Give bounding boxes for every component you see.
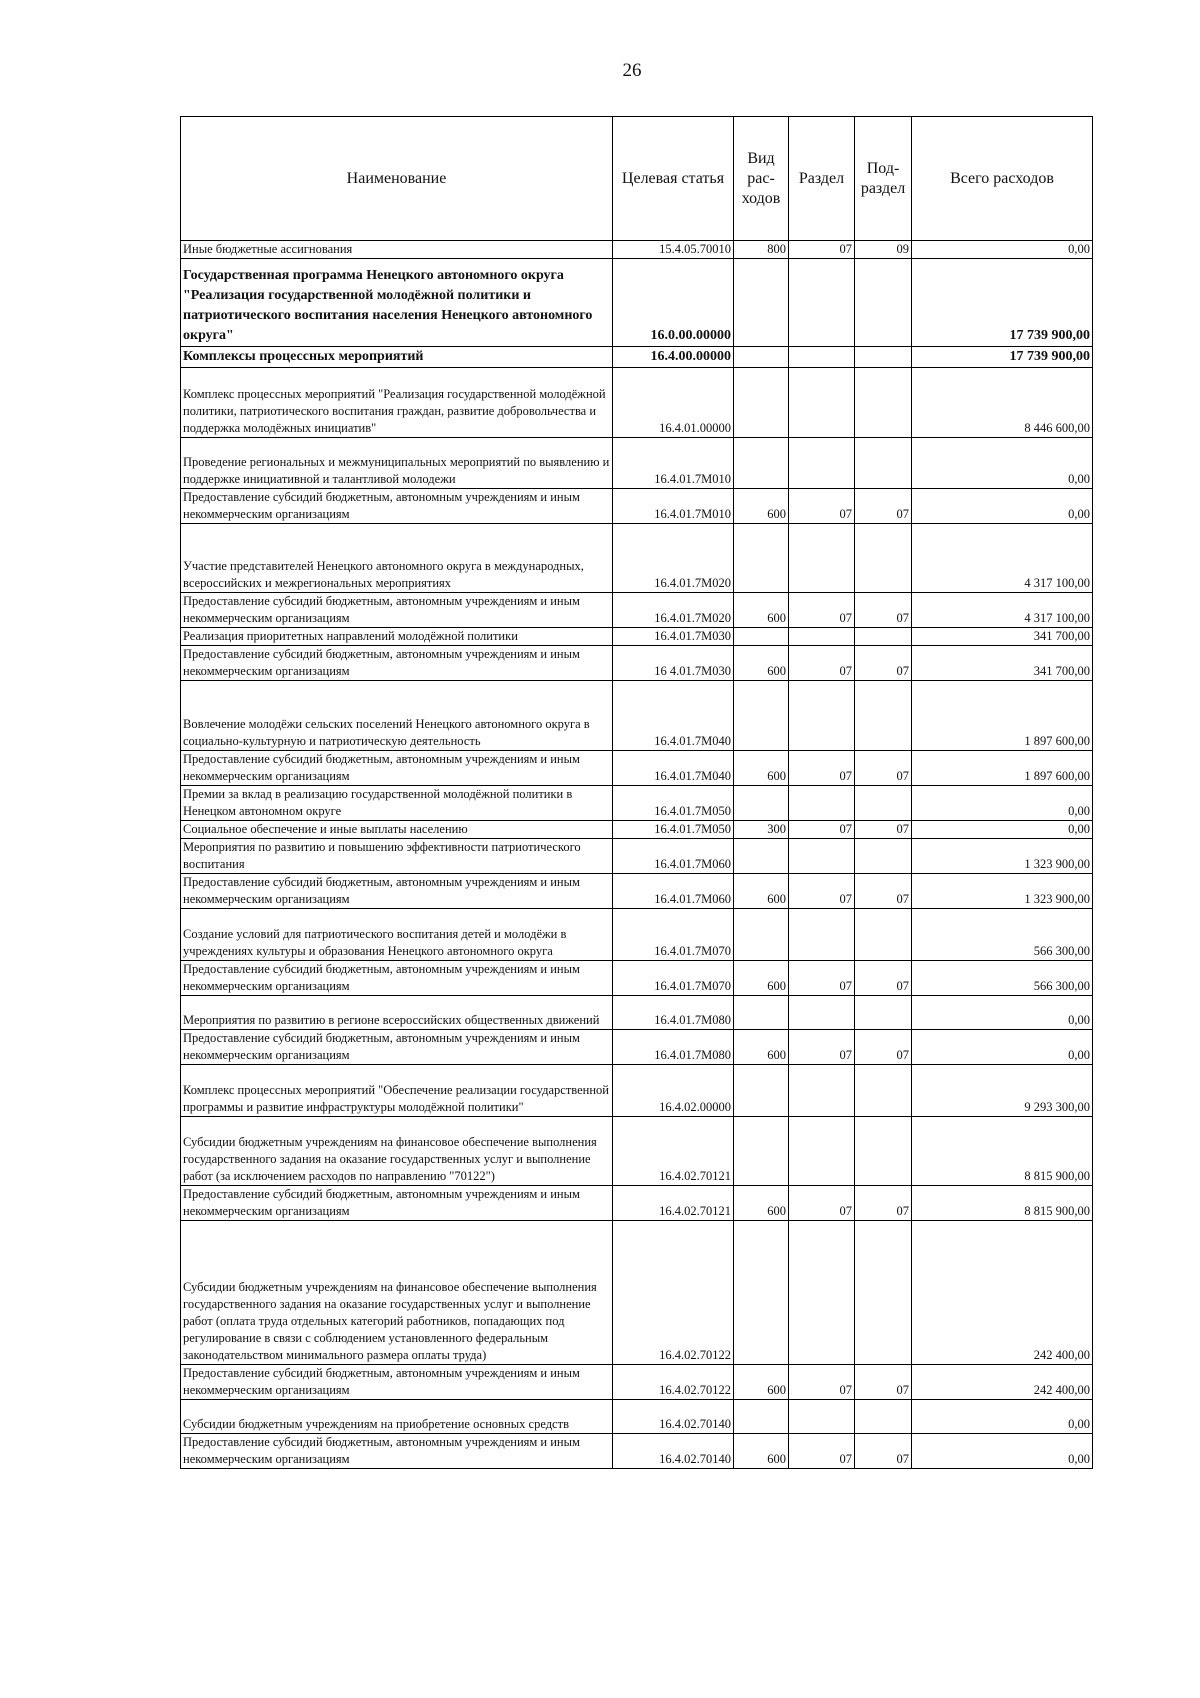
cell-podrazdel [855,786,912,821]
cell-name: Мероприятия по развитию и повышению эффективности патриотического воспитания [181,839,613,874]
cell-vid [734,524,789,593]
cell-podrazdel [855,839,912,874]
cell-total: 0,00 [912,438,1093,489]
cell-razdel [789,1400,855,1434]
cell-vid [734,368,789,438]
cell-vid [734,786,789,821]
table-row [181,839,1093,874]
cell-name: Мероприятия по развитию в регионе всероссийских общественных движений [181,996,613,1030]
cell-total: 341 700,00 [912,646,1093,681]
cell-razdel: 07 [789,593,855,628]
cell-name: Субсидии бюджетным учреждениям на финансовое обеспечение выполнения государственного задания на оказание государственных услуг и выполнение работ (оплата труда отдельных категорий работников, попадающих под регулирование в связи с соблюдением установленного федеральным законодательством минимального размера оплаты труда) [181,1221,613,1365]
cell-name: Комплексы процессных мероприятий [181,347,613,368]
table-row [181,1400,1093,1434]
cell-podrazdel: 07 [855,961,912,996]
cell-vid: 600 [734,1434,789,1469]
cell-name: Предоставление субсидий бюджетным, автономным учреждениям и иным некоммерческим организациям [181,961,613,996]
cell-podrazdel [855,996,912,1030]
cell-vid: 600 [734,593,789,628]
header-podrazdel: Под-раздел [855,117,912,241]
cell-razdel [789,347,855,368]
cell-code: 16.4.01.7М050 [613,786,734,821]
cell-podrazdel [855,347,912,368]
table-row [181,489,1093,524]
table-row [181,259,1093,347]
cell-podrazdel: 07 [855,1434,912,1469]
cell-vid [734,1400,789,1434]
cell-code: 16.4.01.7М010 [613,438,734,489]
cell-total: 0,00 [912,996,1093,1030]
cell-podrazdel [855,368,912,438]
budget-table [180,116,1093,1469]
cell-total: 8 815 900,00 [912,1186,1093,1221]
table-row [181,1117,1093,1186]
cell-total: 0,00 [912,1400,1093,1434]
table-row [181,996,1093,1030]
table-row [181,821,1093,839]
cell-name: Комплекс процессных мероприятий "Обеспечение реализации государственной программы и развитие инфраструктуры молодёжной политики" [181,1065,613,1117]
cell-vid: 600 [734,1030,789,1065]
cell-razdel: 07 [789,751,855,786]
cell-code: 16.4.02.70121 [613,1117,734,1186]
table-row [181,874,1093,909]
cell-name: Иные бюджетные ассигнования [181,241,613,259]
cell-total: 242 400,00 [912,1365,1093,1400]
table-row [181,1065,1093,1117]
table-row [181,961,1093,996]
cell-name: Государственная программа Ненецкого автономного округа "Реализация государственной молодёжной политики и патриотического воспитания населения Ненецкого автономного округа" [181,259,613,347]
cell-vid [734,1221,789,1365]
cell-name: Предоставление субсидий бюджетным, автономным учреждениям и иным некоммерческим организациям [181,1030,613,1065]
cell-podrazdel [855,628,912,646]
table-row [181,1365,1093,1400]
table-row [181,909,1093,961]
cell-razdel [789,438,855,489]
table-row [181,628,1093,646]
cell-razdel: 07 [789,874,855,909]
cell-razdel: 07 [789,241,855,259]
cell-total: 9 293 300,00 [912,1065,1093,1117]
cell-code: 16.4.02.70140 [613,1434,734,1469]
cell-name: Предоставление субсидий бюджетным, автономным учреждениям и иным некоммерческим организациям [181,874,613,909]
header-name: Наименование [181,117,613,241]
cell-vid: 600 [734,1365,789,1400]
cell-total: 0,00 [912,1030,1093,1065]
cell-total: 566 300,00 [912,961,1093,996]
cell-podrazdel: 07 [855,593,912,628]
cell-code: 16.4.01.00000 [613,368,734,438]
cell-total: 0,00 [912,241,1093,259]
cell-podrazdel [855,1065,912,1117]
cell-razdel: 07 [789,1186,855,1221]
table-row [181,786,1093,821]
table-row [181,347,1093,368]
cell-total: 8 815 900,00 [912,1117,1093,1186]
cell-code: 16.4.02.70122 [613,1365,734,1400]
cell-total: 0,00 [912,489,1093,524]
page-number: 26 [622,60,642,81]
cell-total: 566 300,00 [912,909,1093,961]
table-row [181,1030,1093,1065]
cell-razdel [789,1065,855,1117]
cell-total: 4 317 100,00 [912,524,1093,593]
cell-vid: 600 [734,1186,789,1221]
cell-podrazdel: 07 [855,1365,912,1400]
cell-razdel [789,839,855,874]
cell-podrazdel [855,909,912,961]
cell-vid [734,347,789,368]
cell-total: 17 739 900,00 [912,259,1093,347]
cell-name: Реализация приоритетных направлений молодёжной политики [181,628,613,646]
cell-razdel [789,1117,855,1186]
table-row [181,1186,1093,1221]
cell-razdel [789,681,855,751]
cell-vid: 600 [734,874,789,909]
cell-code: 16.4.01.7М050 [613,821,734,839]
cell-vid: 800 [734,241,789,259]
cell-name: Предоставление субсидий бюджетным, автономным учреждениям и иным некоммерческим организациям [181,593,613,628]
cell-podrazdel [855,259,912,347]
cell-podrazdel: 07 [855,646,912,681]
cell-vid [734,259,789,347]
cell-razdel: 07 [789,1365,855,1400]
cell-razdel: 07 [789,646,855,681]
cell-vid [734,438,789,489]
cell-razdel: 07 [789,961,855,996]
cell-podrazdel [855,1221,912,1365]
table-row [181,646,1093,681]
cell-total: 1 897 600,00 [912,751,1093,786]
cell-name: Проведение региональных и межмуниципальных мероприятий по выявлению и поддержке инициативной и талантливой молодежи [181,438,613,489]
cell-total: 0,00 [912,821,1093,839]
cell-code: 16.4.01.7М030 [613,628,734,646]
cell-total: 1 323 900,00 [912,839,1093,874]
cell-name: Предоставление субсидий бюджетным, автономным учреждениям и иным некоммерческим организациям [181,1186,613,1221]
cell-total: 0,00 [912,786,1093,821]
cell-name: Предоставление субсидий бюджетным, автономным учреждениям и иным некоммерческим организациям [181,646,613,681]
cell-vid [734,839,789,874]
table-row [181,241,1093,259]
table-header [181,117,1093,241]
cell-vid [734,1065,789,1117]
cell-name: Предоставление субсидий бюджетным, автономным учреждениям и иным некоммерческим организациям [181,751,613,786]
cell-name: Создание условий для патриотического воспитания детей и молодёжи в учреждениях культуры и образования Ненецкого автономного округа [181,909,613,961]
cell-total: 17 739 900,00 [912,347,1093,368]
cell-razdel [789,909,855,961]
cell-razdel [789,524,855,593]
cell-podrazdel [855,1117,912,1186]
header-row [181,117,1093,241]
table-row [181,593,1093,628]
cell-total: 1 323 900,00 [912,874,1093,909]
cell-podrazdel: 07 [855,751,912,786]
table-row [181,751,1093,786]
cell-total: 4 317 100,00 [912,593,1093,628]
cell-name: Предоставление субсидий бюджетным, автономным учреждениям и иным некоммерческим организациям [181,1434,613,1469]
header-vid: Вид рас-ходов [734,117,789,241]
cell-name: Премии за вклад в реализацию государственной молодёжной политики в Ненецком автономном округе [181,786,613,821]
table-row [181,438,1093,489]
cell-name: Социальное обеспечение и иные выплаты населению [181,821,613,839]
cell-podrazdel: 07 [855,874,912,909]
cell-total: 8 446 600,00 [912,368,1093,438]
table-row [181,1434,1093,1469]
cell-total: 0,00 [912,1434,1093,1469]
cell-razdel [789,786,855,821]
cell-code: 16.4.02.70121 [613,1186,734,1221]
cell-code: 16.4.01.7М080 [613,1030,734,1065]
cell-razdel: 07 [789,821,855,839]
cell-code: 16.4.02.70122 [613,1221,734,1365]
table-body [181,241,1093,1469]
table-row [181,368,1093,438]
cell-razdel: 07 [789,1434,855,1469]
cell-code: 16.4.01.7М060 [613,874,734,909]
cell-code: 16.4.00.00000 [613,347,734,368]
cell-name: Предоставление субсидий бюджетным, автономным учреждениям и иным некоммерческим организациям [181,1365,613,1400]
cell-razdel: 07 [789,489,855,524]
table-row [181,681,1093,751]
cell-name: Участие представителей Ненецкого автономного округа в международных, всероссийских и межрегиональных мероприятиях [181,524,613,593]
cell-name: Комплекс процессных мероприятий "Реализация государственной молодёжной политики, патриотического воспитания граждан, развитие добровольчества и поддержка молодёжных инициатив" [181,368,613,438]
header-razdel: Раздел [789,117,855,241]
cell-code: 16.4.02.70140 [613,1400,734,1434]
cell-razdel: 07 [789,1030,855,1065]
cell-code: 16.4.01.7М060 [613,839,734,874]
cell-razdel [789,368,855,438]
cell-code: 16.4.01.7М020 [613,593,734,628]
cell-total: 341 700,00 [912,628,1093,646]
cell-razdel [789,628,855,646]
cell-code: 16.0.00.00000 [613,259,734,347]
cell-podrazdel: 07 [855,821,912,839]
cell-code: 16.4.02.00000 [613,1065,734,1117]
header-total: Всего расходов [912,117,1093,241]
cell-vid [734,1117,789,1186]
cell-podrazdel: 07 [855,489,912,524]
cell-total: 242 400,00 [912,1221,1093,1365]
cell-code: 16.4.01.7М040 [613,751,734,786]
cell-vid: 600 [734,489,789,524]
cell-total: 1 897 600,00 [912,681,1093,751]
header-code: Целевая статья [613,117,734,241]
cell-podrazdel [855,681,912,751]
cell-name: Субсидии бюджетным учреждениям на приобретение основных средств [181,1400,613,1434]
cell-razdel [789,1221,855,1365]
cell-podrazdel: 07 [855,1030,912,1065]
cell-podrazdel [855,524,912,593]
cell-vid [734,628,789,646]
cell-vid [734,681,789,751]
cell-code: 16.4.01.7М010 [613,489,734,524]
cell-name: Субсидии бюджетным учреждениям на финансовое обеспечение выполнения государственного задания на оказание государственных услуг и выполнение работ (за исключением расходов по направлению "70122") [181,1117,613,1186]
cell-vid: 300 [734,821,789,839]
cell-vid [734,909,789,961]
cell-vid [734,996,789,1030]
cell-podrazdel: 09 [855,241,912,259]
cell-vid: 600 [734,961,789,996]
cell-code: 16 4.01.7М030 [613,646,734,681]
cell-podrazdel: 07 [855,1186,912,1221]
cell-name: Предоставление субсидий бюджетным, автономным учреждениям и иным некоммерческим организациям [181,489,613,524]
cell-code: 16.4.01.7М070 [613,961,734,996]
cell-podrazdel [855,438,912,489]
cell-code: 15.4.05.70010 [613,241,734,259]
cell-podrazdel [855,1400,912,1434]
cell-name: Вовлечение молодёжи сельских поселений Ненецкого автономного округа в социально-культурную и патриотическую деятельность [181,681,613,751]
cell-code: 16.4.01.7М080 [613,996,734,1030]
cell-code: 16.4.01.7М040 [613,681,734,751]
table-row [181,524,1093,593]
cell-code: 16.4.01.7М020 [613,524,734,593]
table-row [181,1221,1093,1365]
cell-vid: 600 [734,751,789,786]
cell-razdel [789,259,855,347]
cell-vid: 600 [734,646,789,681]
cell-razdel [789,996,855,1030]
cell-code: 16.4.01.7М070 [613,909,734,961]
